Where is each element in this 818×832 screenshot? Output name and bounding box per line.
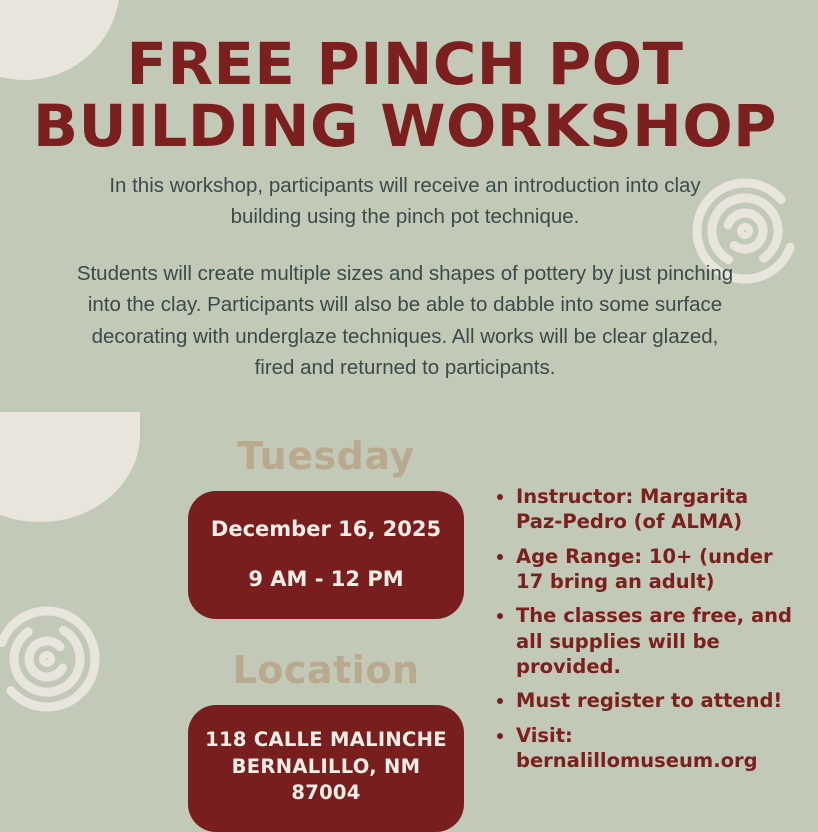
lower-section [0,434,810,804]
event-time: 9 AM - 12 PM [248,567,404,592]
details-list [492,484,792,773]
list-item: • Must register to attend! [516,688,792,713]
headline-line-2: BUILDING WORKSHOP [32,91,777,160]
list-item: • Visit: bernalillomuseum.org [516,723,792,774]
location-card [188,705,464,832]
schedule-location-column [152,436,500,832]
description-block [72,170,738,383]
address-line-2: BERNALILLO, NM 87004 [231,754,421,804]
list-item: • Age Range: 10+ (under 17 bring an adult) [516,544,792,595]
date-time-card [188,491,464,620]
description-paragraph-1: In this workshop, participants will receive an introduction into clay building using the pinch pot technique. [109,174,701,229]
list-item: • Instructor: Margarita Paz-Pedro (of ALMA) [516,484,792,535]
location-title: Location [232,648,420,693]
page-title [0,29,818,160]
address-line-1: 118 CALLE MALINCHE [205,728,447,752]
description-paragraph-2: Students will create multiple sizes and shapes of pottery by just pinching into the clay. Participants will also be able to dabble into some surface decorating with underglaze techniques. All works will be clear glazed, fired and returned to participants. [76,262,734,379]
list-item: • The classes are free, and all supplies will be provided. [516,603,792,679]
details-column [492,484,792,782]
headline-line-1: FREE PINCH POT [126,29,684,98]
event-date: December 16, 2025 [210,516,442,541]
day-title: Tuesday [237,434,415,478]
